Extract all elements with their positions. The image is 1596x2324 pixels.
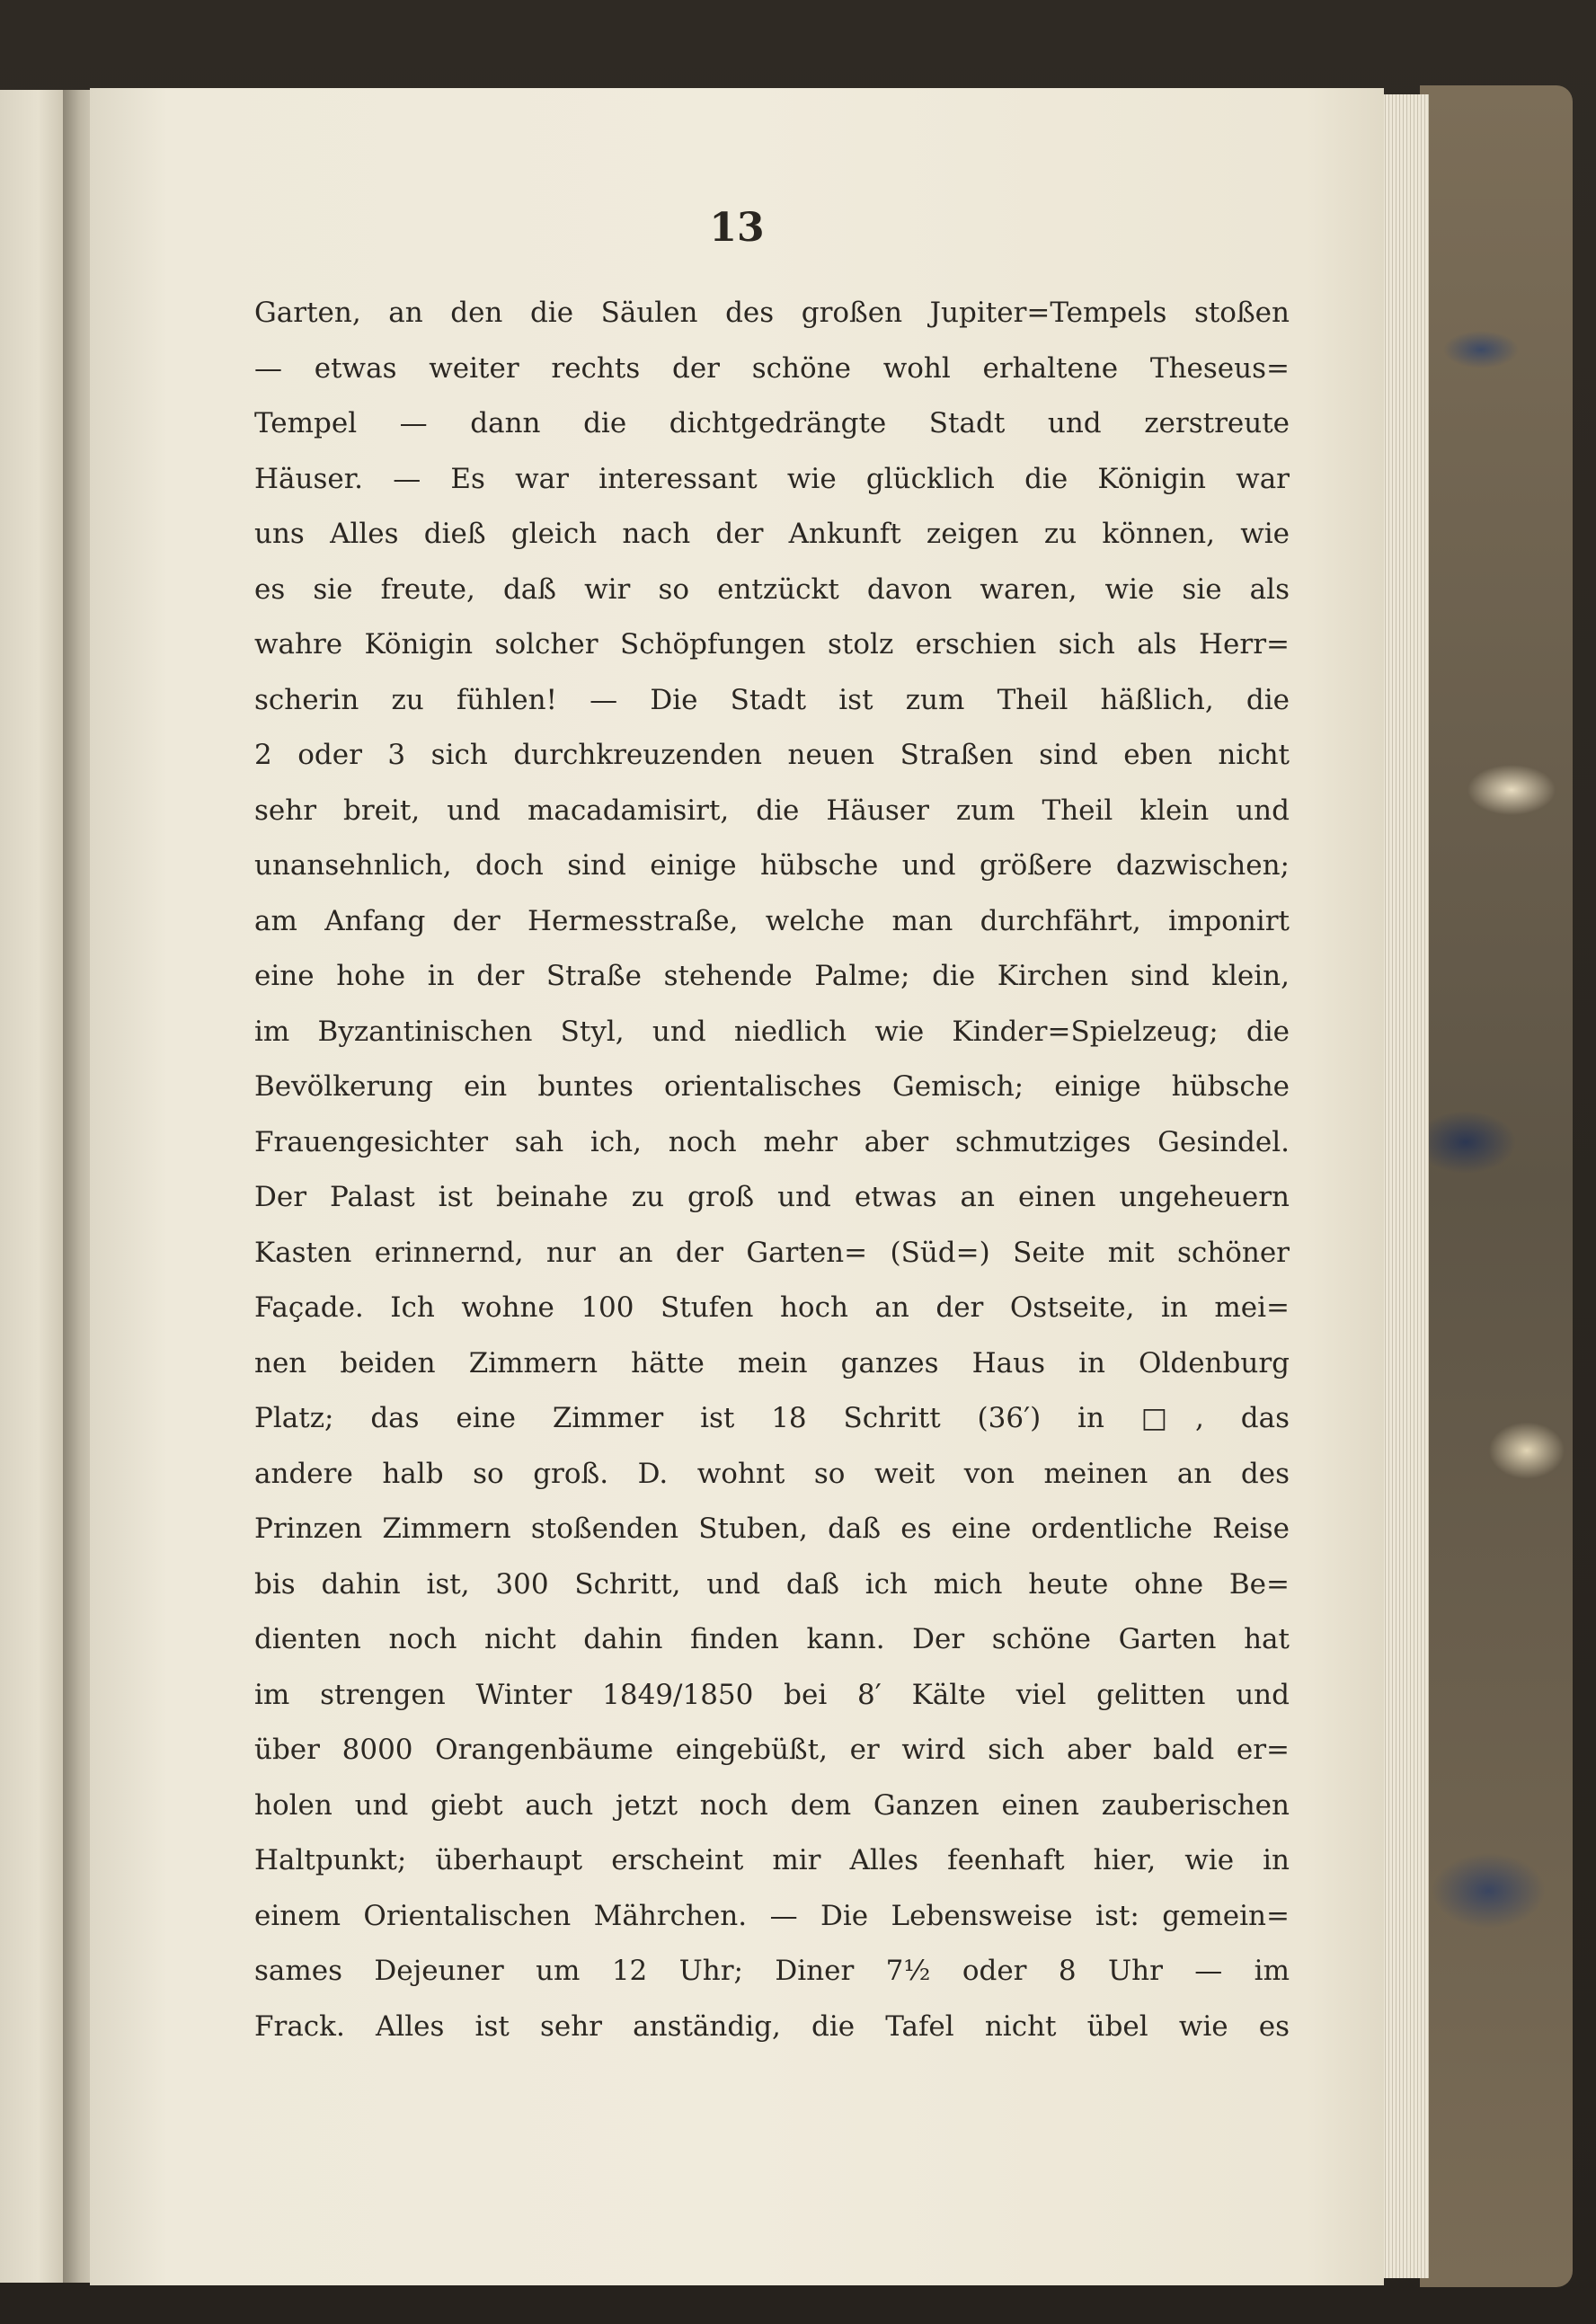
text-line: im Byzantinischen Styl, und niedlich wie Kinder=Spielzeug; die — [254, 1015, 1290, 1048]
text-line: Façade. Ich wohne 100 Stufen hoch an der Ostseite, in mei= — [254, 1291, 1290, 1324]
text-line: eine hohe in der Straße stehende Palme; die Kirchen sind klein, — [254, 960, 1290, 992]
text-line: sehr breit, und macadamisirt, die Häuser zum Theil klein und — [254, 794, 1290, 827]
text-line: Platz; das eine Zimmer ist 18 Schritt (36′) in □, das — [254, 1402, 1290, 1434]
text-line: im strengen Winter 1849/1850 bei 8′ Kälte viel gelitten und — [254, 1678, 1290, 1711]
text-line: bis dahin ist, 300 Schritt, und daß ich mich heute ohne Be= — [254, 1567, 1290, 1601]
text-line: Frack. Alles ist sehr anständig, die Tafel nicht übel wie es — [254, 2009, 1290, 2043]
text-line: 2 oder 3 sich durchkreuzenden neuen Straßen sind eben nicht — [254, 739, 1290, 771]
text-line: Kasten erinnernd, nur an der Garten= (Süd=) Seite mit schöner — [254, 1236, 1290, 1269]
previous-page-edge — [0, 90, 63, 2283]
text-line: andere halb so groß. D. wohnt so weit von meinen an des — [254, 1457, 1290, 1490]
text-line: — etwas weiter rechts der schöne wohl erhaltene Theseus= — [254, 351, 1290, 385]
text-line: holen und giebt auch jetzt noch dem Ganzen einen zauberischen — [254, 1788, 1290, 1822]
text-line: Tempel — dann die dichtgedrängte Stadt und zerstreute — [254, 407, 1290, 439]
text-line: unansehnlich, doch sind einige hübsche und größere dazwischen; — [254, 849, 1290, 882]
text-line: Haltpunkt; überhaupt erscheint mir Alles feenhaft hier, wie in — [254, 1844, 1290, 1876]
text-line: wahre Königin solcher Schöpfungen stolz erschien sich als Herr= — [254, 628, 1290, 661]
text-line: scherin zu fühlen! — Die Stadt ist zum Theil häßlich, die — [254, 683, 1290, 716]
text-line: Frauengesichter sah ich, noch mehr aber schmutziges Gesindel. — [254, 1125, 1290, 1158]
text-line: Häuser. — Es war interessant wie glücklich die Königin war — [254, 462, 1290, 495]
text-line: über 8000 Orangenbäume eingebüßt, er wird sich aber bald er= — [254, 1734, 1290, 1766]
text-line: es sie freute, daß wir so entzückt davon waren, wie sie als — [254, 572, 1290, 606]
text-line: Der Palast ist beinahe zu groß und etwas an einen ungeheuern — [254, 1181, 1290, 1213]
text-line: nen beiden Zimmern hätte mein ganzes Haus in Oldenburg — [254, 1346, 1290, 1379]
text-line: uns Alles dieß gleich nach der Ankunft zeigen zu können, wie — [254, 518, 1290, 550]
text-line: dienten noch nicht dahin finden kann. Der schöne Garten hat — [254, 1623, 1290, 1655]
text-line: Prinzen Zimmern stoßenden Stuben, daß es eine ordentliche Reise — [254, 1512, 1290, 1545]
text-line: am Anfang der Hermesstraße, welche man durchfährt, imponirt — [254, 904, 1290, 937]
book-page — [90, 88, 1384, 2285]
text-line: einem Orientalischen Mährchen. — Die Lebensweise ist: gemein= — [254, 1899, 1290, 1932]
text-line: sames Dejeuner um 12 Uhr; Diner 7½ oder 8 Uhr — im — [254, 1955, 1290, 1987]
marbled-cover — [1420, 85, 1573, 2287]
text-line: Garten, an den die Säulen des großen Jupiter=Tempels stoßen — [254, 297, 1290, 329]
body-text — [254, 286, 1290, 2054]
text-line: Bevölkerung ein buntes orientalisches Gemisch; einige hübsche — [254, 1070, 1290, 1103]
page-number: 13 — [709, 205, 765, 251]
